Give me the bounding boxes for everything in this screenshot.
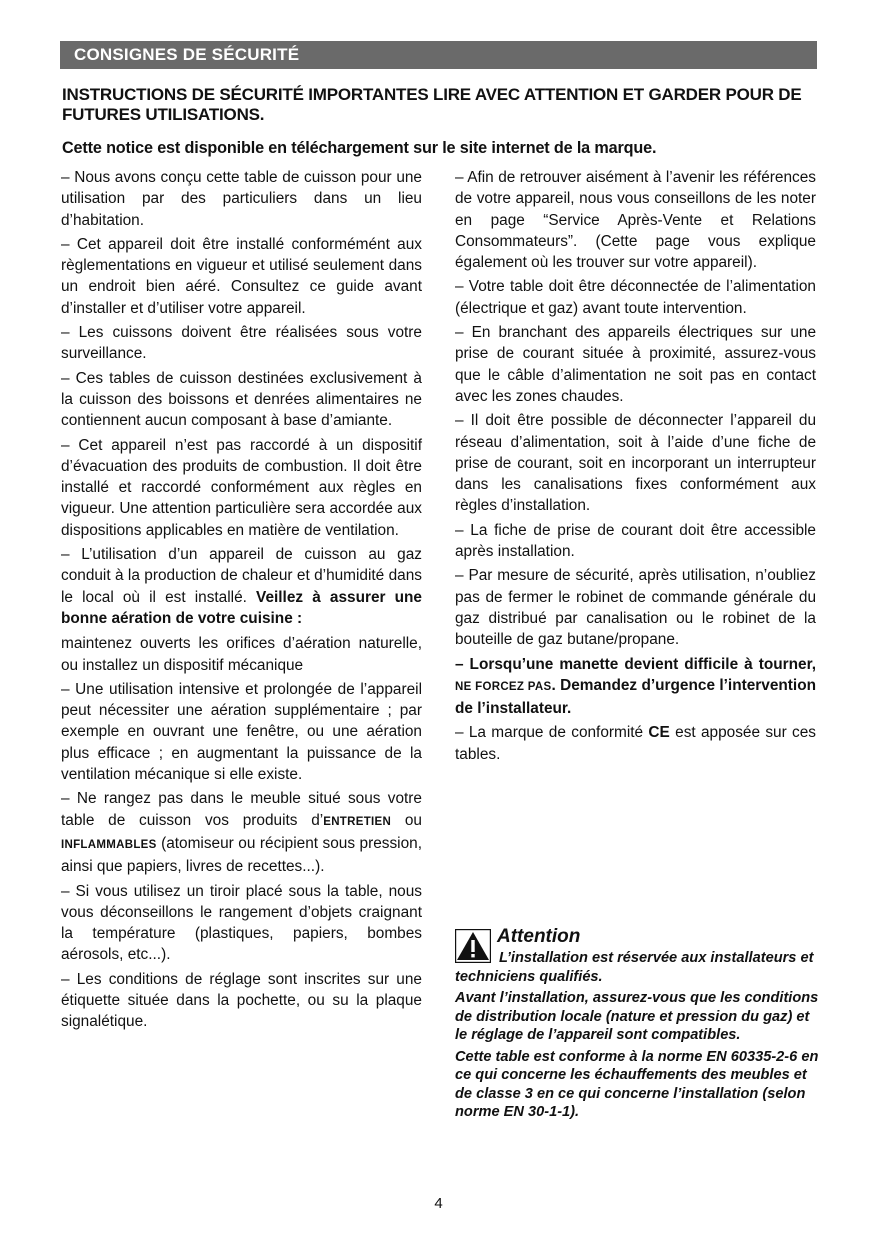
ce-mark: CE: [648, 724, 670, 742]
page-number: 4: [434, 1195, 443, 1212]
conformity-paragraph: [455, 722, 816, 765]
safety-paragraph: – Les conditions de réglage sont inscrites sur une étiquette située dans la pochette, ou su la plaque signalétique.: [61, 970, 422, 1031]
ventilation-continuation: maintenez ouverts les orifices d’aération naturelle, ou installez un dispositif mécanique: [61, 635, 422, 674]
right-column: [455, 167, 816, 768]
storage-smallcaps: INFLAMMABLES: [61, 838, 157, 851]
safety-paragraph: – Si vous utilisez un tiroir placé sous la table, nous vous déconseillons le rangement d’objets craignant la température (plastiques, papiers, bombes aérosols, etc...).: [61, 882, 422, 964]
safety-paragraph: – Il doit être possible de déconnecter l’appareil du réseau d’alimentation, soit à l’aide d’une fiche de prise de courant, soit en incorporant un interrupteur dans les canalisations fixes conformément aux règles d’installation.: [455, 412, 816, 515]
knob-warning-smallcaps: NE FORCEZ PAS: [455, 680, 552, 693]
attention-text: L’installation est réservée aux installateurs et techniciens qualifiés.: [455, 950, 814, 985]
attention-title: Attention: [497, 926, 581, 947]
section-title-banner: CONSIGNES DE SÉCURITÉ: [60, 41, 817, 69]
ventilation-paragraph: [61, 544, 422, 629]
conformity-text: – La marque de conformité: [455, 724, 649, 742]
page-headline: INSTRUCTIONS DE SÉCURITÉ IMPORTANTES LIRE AVEC ATTENTION ET GARDER POUR DE FUTURES UTILISATIONS.: [62, 85, 802, 124]
attention-text: Avant l’installation, assurez-vous que les conditions de distribution locale (nature et pression du gaz) et le réglage de l’appareil sont compatibles.: [455, 990, 819, 1043]
safety-paragraph: – En branchant des appareils électriques sur une prise de courant située à proximité, assurez-vous que le câble d’alimentation ne soit pas en contact avec les zones chaudes.: [455, 324, 816, 405]
safety-paragraph: – Nous avons conçu cette table de cuisson pour une utilisation par des particuliers dans un lieu d’habitation.: [61, 169, 422, 229]
attention-compatibility-note: [455, 989, 820, 1045]
storage-smallcaps: ENTRETIEN: [323, 815, 392, 828]
warning-triangle-icon: [455, 929, 491, 963]
conformity-text: est apposée sur ces tables.: [455, 724, 816, 763]
knob-warning-paragraph: [455, 654, 816, 720]
knob-warning-text: . Demandez d’urgence l’intervention de l’installateur.: [455, 676, 816, 718]
ventilation-warning: Veillez à assurer une bonne aération de votre cuisine :: [61, 588, 422, 627]
safety-paragraph: – Afin de retrouver aisément à l’avenir les références de votre appareil, nous vous conseillons de les noter en page “Service Après-Vente et Relations Consommateurs”. (Cette page vous explique également où les trouver sur votre appareil).: [455, 169, 816, 272]
attention-text: Cette table est conforme à la norme EN 60335-2-6 en ce qui concerne les échauffements des meubles et de classe 3 en ce qui concerne l’installation (selon norme EN 30-1-1).: [455, 1048, 819, 1120]
safety-paragraph: – Une utilisation intensive et prolongée de l’appareil peut nécessiter une aération supplémentaire ; par exemple en ouvrant une fenêtre, ou une aération plus efficace ; en augmentant la puissance de la ventilation mécanique si elle existe.: [61, 680, 422, 784]
safety-paragraph: – Votre table doit être déconnectée de l’alimentation (électrique et gaz) avant toute intervention.: [455, 278, 816, 317]
safety-paragraph: – Par mesure de sécurité, après utilisation, n’oubliez pas de fermer le robinet de commande générale du gaz distribué par canalisation ou le robinet de la bouteille de gaz butane/propane.: [455, 567, 816, 649]
attention-heading-group: [497, 926, 580, 948]
download-notice: Cette notice est disponible en téléchargement sur le site internet de la marque.: [62, 139, 657, 157]
left-column: [61, 167, 422, 1036]
safety-paragraph: – Les cuissons doivent être réalisées sous votre surveillance.: [61, 324, 422, 363]
ventilation-text: – L’utilisation d’un appareil de cuisson au gaz conduit à la production de chaleur et d’humidité dans le local où il est installé.: [61, 546, 422, 606]
storage-paragraph: [61, 788, 422, 877]
safety-paragraph: – Cet appareil doit être installé conformémént aux règlementations en vigueur et utilisé seulement dans un endroit bien aéré. Consultez ce guide avant d’installer et d’utiliser votre appareil.: [61, 235, 422, 317]
safety-paragraph: – La fiche de prise de courant doit être accessible après installation.: [455, 521, 816, 561]
knob-warning-text: – Lorsqu’une manette devient difficile à tourner,: [455, 655, 816, 673]
storage-text: (atomiseur ou récipient sous pression, ainsi que papiers, livres de recettes...).: [61, 834, 422, 876]
storage-text: – Ne rangez pas dans le meuble situé sous votre table de cuisson vos produits d’: [61, 790, 422, 829]
storage-text: ou: [391, 811, 422, 829]
attention-installer-note: [455, 949, 820, 986]
attention-box: [455, 926, 820, 1125]
safety-paragraph: – Ces tables de cuisson destinées exclusivement à la cuisson des boissons et denrées alimentaires ne contiennent aucun composant à base d’amiante.: [61, 369, 422, 430]
attention-norm-note: [455, 1048, 820, 1122]
safety-paragraph: – Cet appareil n’est pas raccordé à un dispositif d’évacuation des produits de combustion. Il doit être installé et raccordé conformément aux règles en vigueur. Une attention particulière sera accordée aux dispositions applicables en matière de ventilation.: [61, 436, 422, 539]
